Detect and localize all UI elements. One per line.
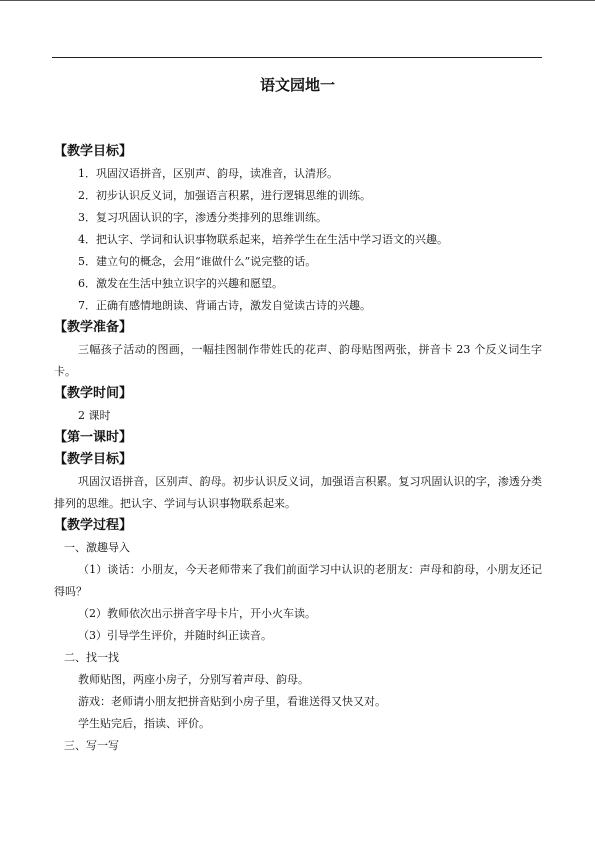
step1-item: （1）谈话：小朋友，今天老师带来了我们前面学习中认识的老朋友：声母和韵母，小朋友还记得吗？ (54, 563, 542, 598)
goal-item: 7．正确有感情地朗读、背诵古诗，激发自觉读古诗的兴趣。 (78, 299, 371, 312)
goal-item: 4．把认字、学词和认识事物联系起来，培养学生在生活中学习语文的兴趣。 (78, 233, 448, 246)
goal-item: 6．激发在生活中独立识字的兴趣和愿望。 (78, 277, 283, 290)
goal-item: 3．复习巩固认识的字，渗透分类排列的思维训练。 (78, 211, 327, 224)
step2-title: 二、找一找 (64, 651, 119, 664)
process-heading: 【教学过程】 (54, 518, 133, 533)
prep-paragraph: 三幅孩子活动的图画，一幅挂图制作带姓氏的花声、韵母贴图两张，拼音卡 23 个反义词生字卡。 (54, 343, 542, 378)
goal-item: 1．巩固汉语拼音，区别声、韵母，读准音，认清形。 (78, 167, 338, 180)
document-body (54, 141, 542, 757)
prep-heading: 【教学准备】 (54, 320, 133, 335)
header-rule (52, 57, 542, 58)
lesson1-goals-heading: 【教学目标】 (54, 452, 133, 467)
step1-title: 一、激趣导入 (64, 541, 130, 554)
goals-heading: 【教学目标】 (54, 144, 133, 159)
lesson1-goals-paragraph: 巩固汉语拼音，区别声、韵母。初步认识反义词，加强语言积累。复习巩固认识的字，渗透分类排列的思维。把认字、学词与认识事物联系起来。 (54, 475, 542, 510)
step2-line: 游戏：老师请小朋友把拼音贴到小房子里，看谁送得又快又对。 (78, 695, 386, 708)
time-heading: 【教学时间】 (54, 386, 133, 401)
page-title: 语文园地一 (259, 76, 335, 94)
time-text: 2 课时 (78, 409, 111, 422)
step1-item: （3）引导学生评价，并随时纠正读音。 (78, 629, 272, 642)
step2-line: 学生贴完后，指读、评价。 (78, 717, 210, 730)
lesson1-heading: 【第一课时】 (54, 430, 133, 445)
goal-item: 5．建立句的概念，会用“谁做什么”说完整的话。 (78, 255, 317, 268)
page-top-border (0, 0, 595, 1)
step1-item: （2）教师依次出示拼音字母卡片，开小火车读。 (78, 607, 316, 620)
step2-line: 教师贴图，两座小房子，分别写着声母、韵母。 (78, 673, 309, 686)
step3-title: 三、写一写 (64, 739, 119, 752)
goal-item: 2．初步认识反义词，加强语言积累，进行逻辑思维的训练。 (78, 189, 371, 202)
